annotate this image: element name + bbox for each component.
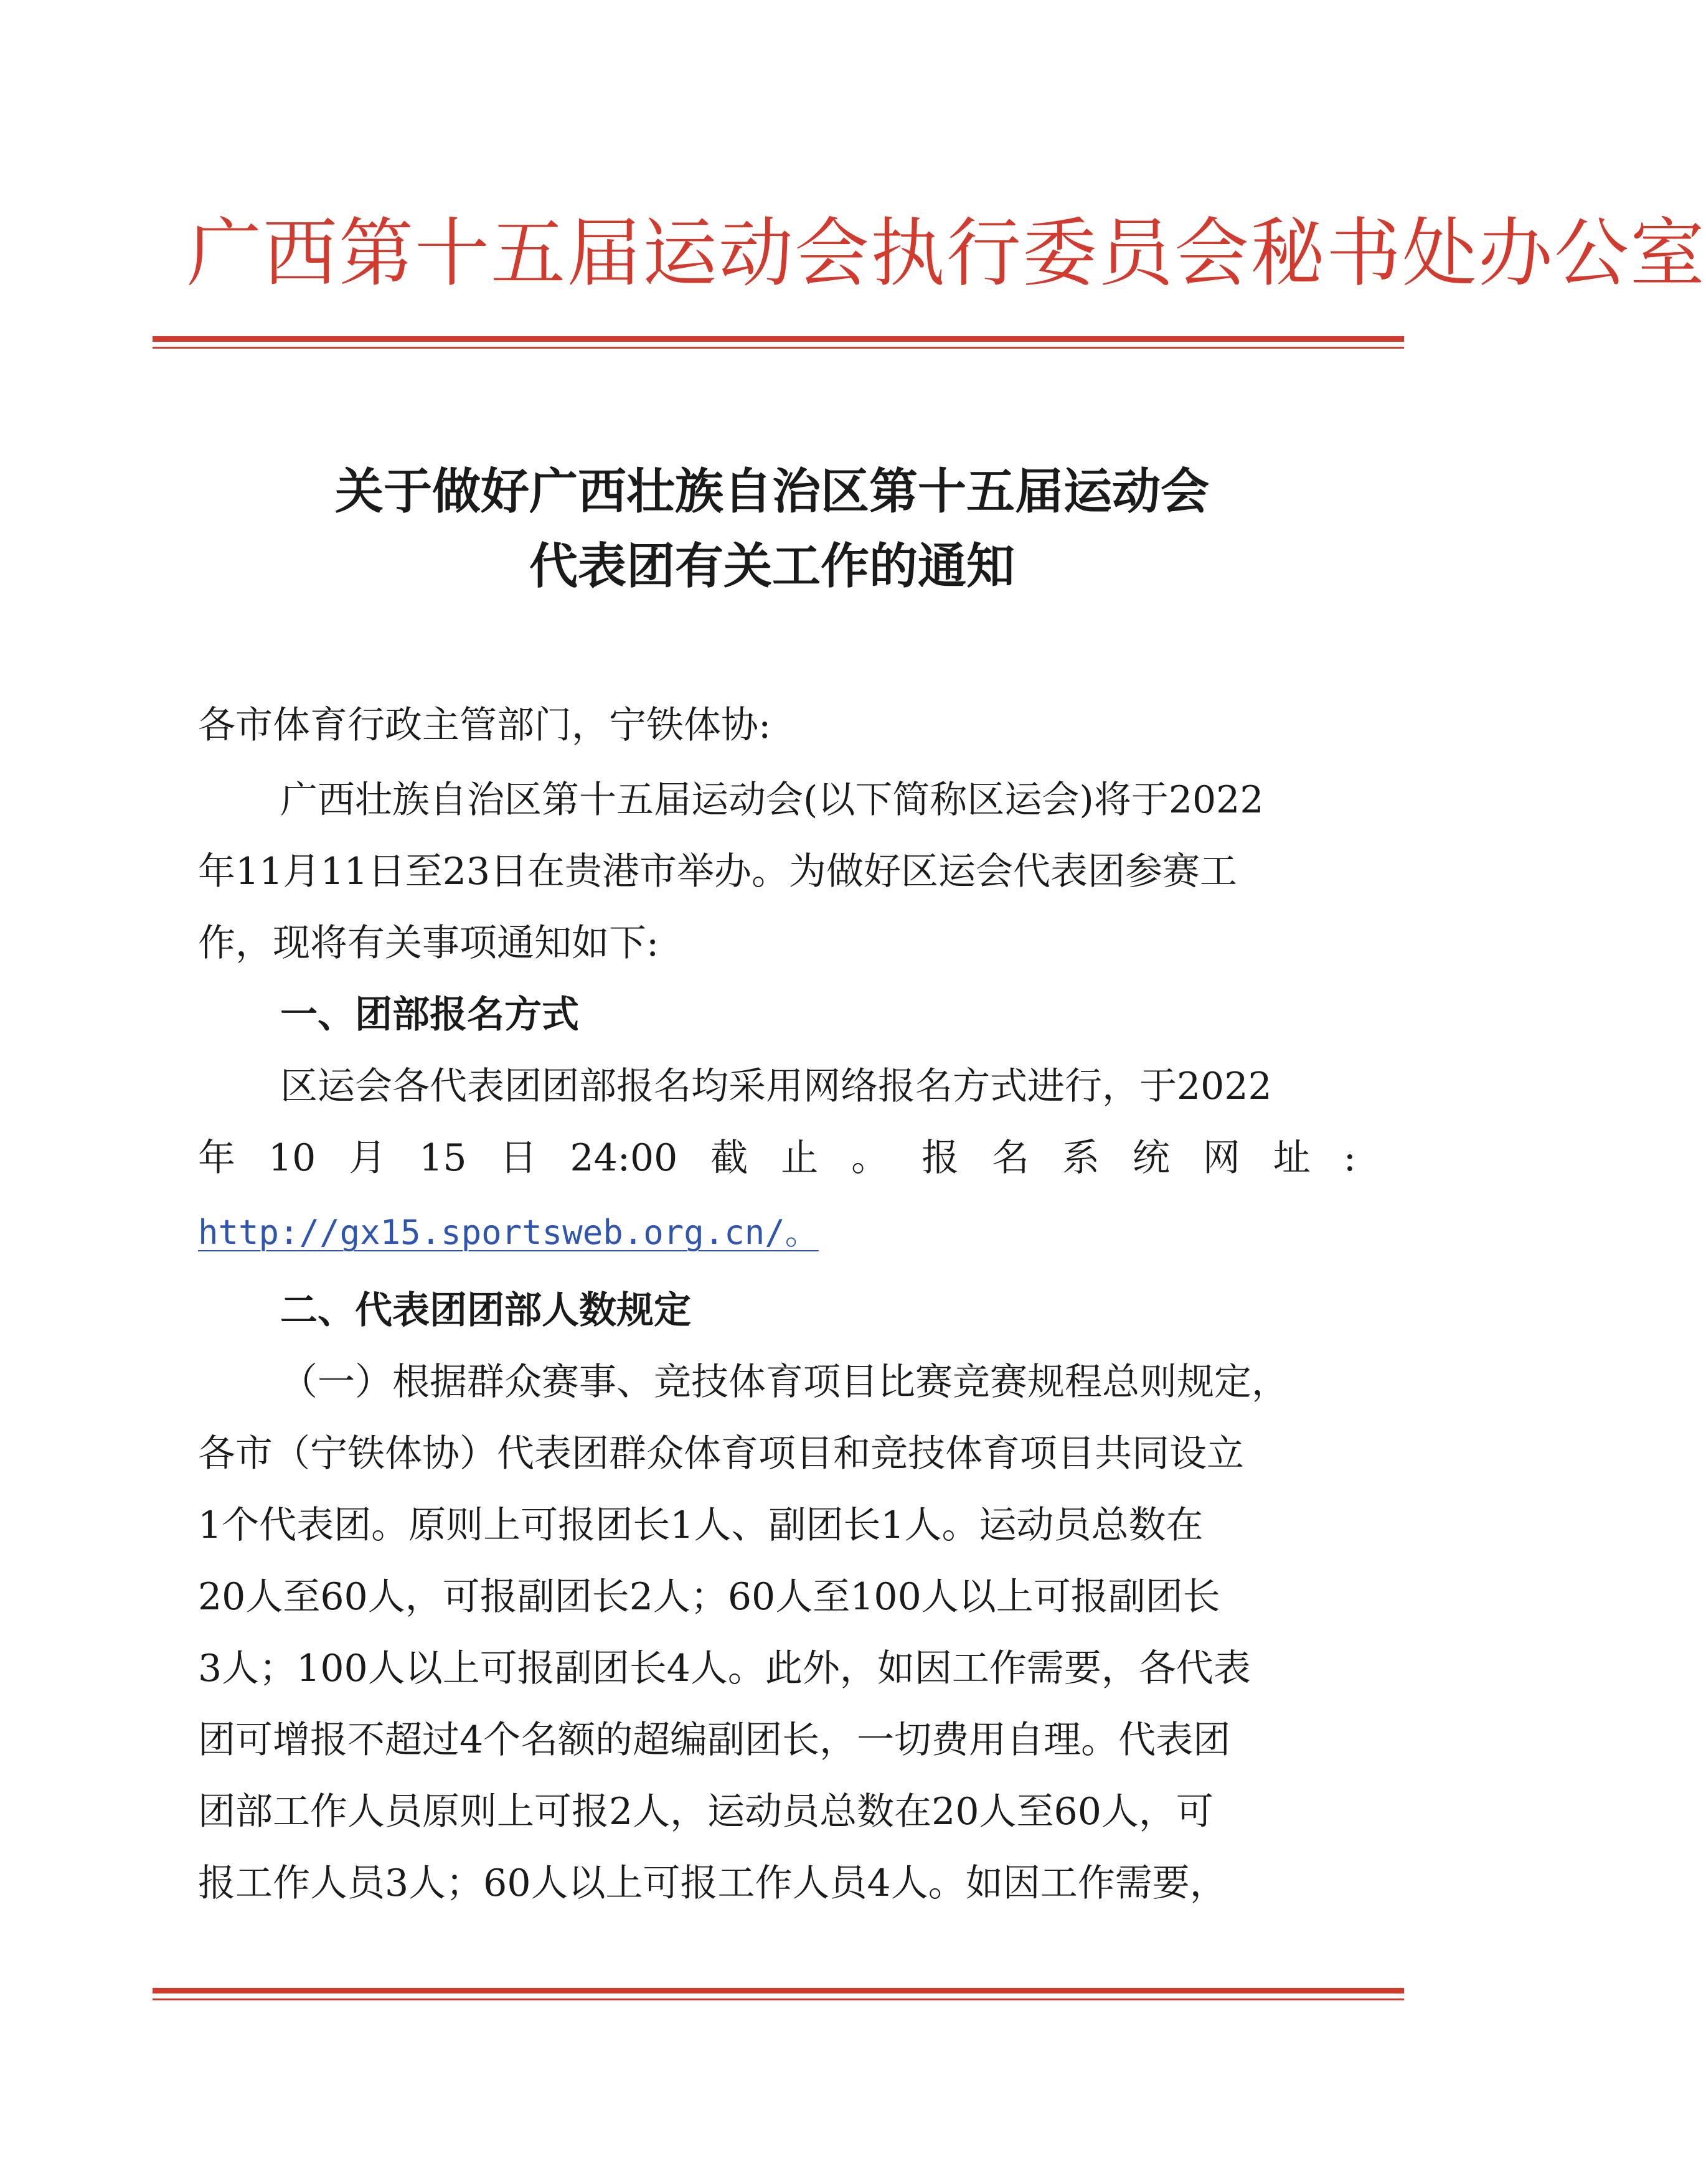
justified-token: 年 [198, 1136, 235, 1180]
issuing-organization-header: 广西第十五届运动会执行委员会秘书处办公室 [187, 210, 1706, 297]
justified-token: 报 [921, 1136, 959, 1180]
intro-line-1: 广西壮族自治区第十五届运动会(以下简称区运会)将于2022 [280, 778, 1264, 822]
intro-line-2: 年11月11日至23日在贵港市举办。为做好区运会代表团参赛工 [198, 850, 1238, 893]
section-2-line: 各市（宁铁体协）代表团群众体育项目和竞技体育项目共同设立 [198, 1432, 1244, 1476]
section-2-line: 团可增报不超过4个名额的超编副团长，一切费用自理。代表团 [198, 1718, 1231, 1762]
justified-token: 止 [781, 1136, 819, 1180]
document-title-line-1: 关于做好广西壮族自治区第十五届运动会 [334, 463, 1209, 520]
justified-token: 截 [710, 1136, 748, 1180]
justified-token: 15 [419, 1136, 467, 1180]
intro-line-3: 作，现将有关事项通知如下: [198, 921, 659, 965]
section-1-heading: 一、团部报名方式 [280, 993, 579, 1037]
justified-token: 日 [499, 1136, 537, 1180]
footer-red-rule-thin [153, 1998, 1404, 2000]
header-red-rule-thick [153, 336, 1404, 342]
justified-token: 网 [1202, 1136, 1240, 1180]
section-2-line: 20人至60人，可报副团长2人；60人至100人以上可报副团长 [198, 1575, 1220, 1619]
section-1-line-1: 区运会各代表团团部报名均采用网络报名方式进行，于2022 [280, 1065, 1272, 1108]
section-2-line: 团部工作人员原则上可报2人，运动员总数在20人至60人，可 [198, 1790, 1214, 1833]
justified-token: 24:00 [570, 1136, 678, 1180]
justified-token: 名 [992, 1136, 1030, 1180]
justified-token: : [1343, 1136, 1356, 1180]
registration-system-link[interactable]: http://gx15.sportsweb.org.cn/。 [198, 1213, 819, 1252]
footer-red-rule-thick [153, 1988, 1404, 1993]
justified-token: 月 [349, 1136, 387, 1180]
header-red-rule-thin [153, 347, 1404, 349]
section-2-line: 1个代表团。原则上可报团长1人、副团长1人。运动员总数在 [198, 1504, 1204, 1547]
justified-token: 系 [1062, 1136, 1100, 1180]
justified-token: 。 [851, 1136, 889, 1180]
salutation: 各市体育行政主管部门，宁铁体协: [198, 704, 771, 747]
justified-token: 统 [1132, 1136, 1170, 1180]
justified-token: 10 [268, 1136, 316, 1180]
document-title-line-2: 代表团有关工作的通知 [529, 538, 1015, 595]
section-2-line: 报工作人员3人；60人以上可报工作人员4人。如因工作需要， [198, 1862, 1227, 1905]
section-2-heading: 二、代表团团部人数规定 [280, 1289, 691, 1332]
section-2-line: 3人；100人以上可报副团长4人。此外，如因工作需要，各代表 [198, 1647, 1251, 1690]
section-1-line-2 [198, 1130, 1356, 1186]
section-2-line: （一）根据群众赛事、竞技体育项目比赛竞赛规程总则规定， [280, 1360, 1289, 1404]
justified-token: 址 [1273, 1136, 1311, 1180]
